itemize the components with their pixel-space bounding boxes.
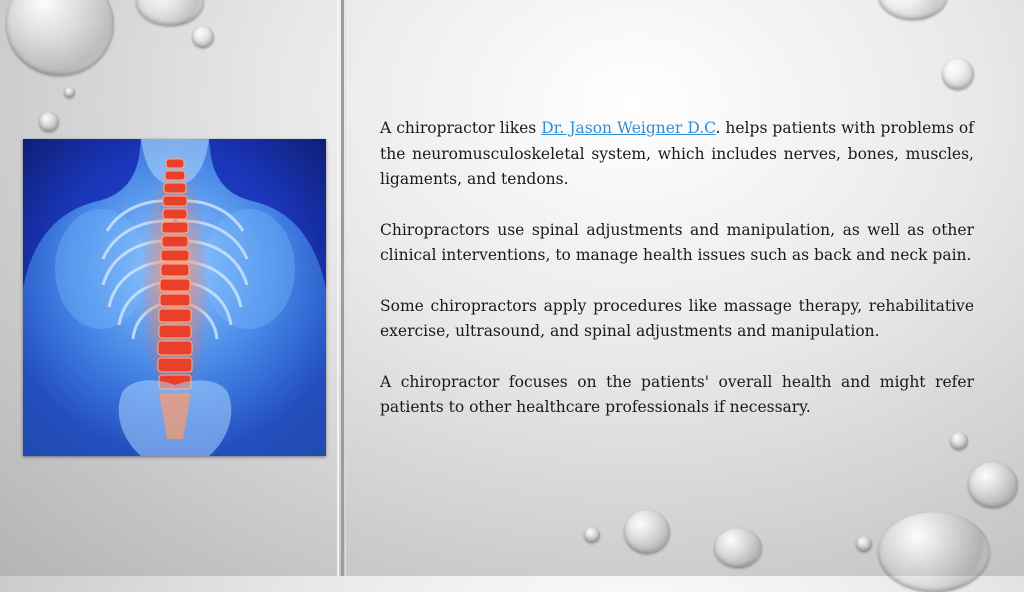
paragraph-4: A chiropractor focuses on the patients' overall health and might refer patients to other healthcare professionals if necessary. xyxy=(380,372,974,416)
water-drop xyxy=(714,528,762,568)
spine-illustration xyxy=(23,139,326,456)
water-drop xyxy=(6,0,114,76)
water-drop xyxy=(39,112,59,132)
paragraph-2: Chiropractors use spinal adjustments and manipulation, as well as other clinical interventions, to manage health issues such as back and neck pain. xyxy=(380,220,974,264)
water-drop xyxy=(878,512,990,592)
doctor-link[interactable]: Dr. Jason Weigner D.C xyxy=(541,119,716,137)
spine-image xyxy=(23,139,326,456)
water-drop xyxy=(878,0,948,20)
paragraph-1 xyxy=(380,116,974,193)
water-drop xyxy=(192,26,214,48)
water-drop xyxy=(942,58,974,90)
water-drop xyxy=(968,462,1018,508)
slide-divider xyxy=(341,0,344,576)
water-drop xyxy=(624,510,670,554)
body-text xyxy=(380,116,974,446)
paragraph-1-end: . helps patients with problems of the neuromusculoskeletal system, which includes nerves, bones, muscles, ligaments, and tendons. xyxy=(380,119,974,188)
water-drop xyxy=(136,0,204,26)
paragraph-1-start: A chiropractor likes xyxy=(380,119,542,137)
slide-divider-light xyxy=(337,0,339,576)
water-drop xyxy=(856,536,872,552)
water-drop xyxy=(64,87,75,98)
paragraph-3: Some chiropractors apply procedures like massage therapy, rehabilitative exercise, ultrasound, and spinal adjustments and manipulation. xyxy=(380,296,974,340)
slide-divider-highlight xyxy=(345,0,346,576)
water-drop xyxy=(584,527,600,543)
